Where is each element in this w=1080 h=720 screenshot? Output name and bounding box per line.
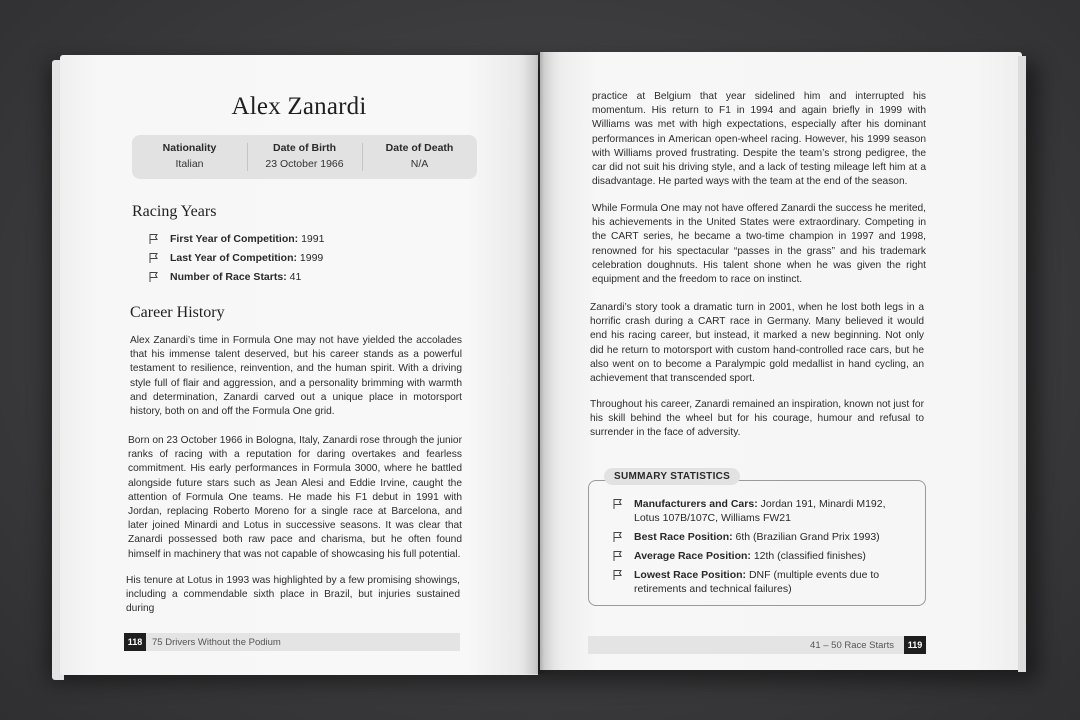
- flag-icon: [612, 531, 624, 543]
- item-label: Best Race Position:: [634, 531, 733, 543]
- page-title: Alex Zanardi: [231, 93, 367, 120]
- summary-list: [612, 497, 912, 596]
- racing-years-heading: Racing Years: [132, 203, 217, 220]
- right-paragraph-4: Throughout his career, Zanardi remained an inspiration, known not just for his skill behind the wheel but for his courage, humour and refusal to surrender in the face of adversity.: [590, 399, 924, 439]
- career-paragraph-1: Alex Zanardi’s time in Formula One may not have yielded the accolades that his immense talent deserved, but his career stands as a powerful testament to resilience, reinvention, and the human spirit. With a driving style full of flair and aggression, and a personality brimming with warmth and determination, Zanardi carved out a unique place in motorsport history, both on and off the Formula One grid.: [130, 335, 462, 418]
- right-paragraph-3: Zanardi’s story took a dramatic turn in 2001, when he lost both legs in a horrific crash during a CART race in Germany. Many believed it would end his racing career, but instead, it marked a new beginning. Not only did he return to motorsport with custom hand-controlled race cars, but he also went on to become a Paralympic gold medallist in hand cycling, an achievement that transcended sport.: [590, 302, 924, 385]
- item-value: 41: [286, 271, 302, 283]
- list-item: [612, 530, 912, 544]
- right-page: [540, 52, 1022, 670]
- section-title: 41 – 50 Race Starts: [810, 639, 894, 651]
- career-history-heading: Career History: [130, 304, 225, 321]
- list-item: [148, 251, 324, 265]
- flag-icon: [612, 569, 624, 581]
- info-label: Date of Death: [385, 142, 454, 154]
- info-value: 23 October 1966: [265, 158, 344, 170]
- flag-icon: [148, 233, 160, 245]
- book-title: 75 Drivers Without the Podium: [152, 636, 281, 648]
- list-item: [612, 568, 912, 596]
- left-footer: [124, 633, 460, 651]
- list-item: [148, 232, 324, 246]
- page-edges-right: [1018, 56, 1026, 672]
- flag-icon: [148, 252, 160, 264]
- info-date-of-birth: [247, 135, 362, 179]
- item-label: Number of Race Starts:: [170, 271, 287, 283]
- item-label: Lowest Race Position:: [634, 569, 747, 581]
- list-item: [612, 497, 912, 525]
- item-value: 6th (Brazilian Grand Prix 1993): [732, 531, 880, 543]
- info-label: Date of Birth: [273, 142, 336, 154]
- info-value: N/A: [410, 158, 429, 170]
- item-label: Last Year of Competition:: [170, 252, 297, 264]
- info-nationality: [132, 135, 247, 179]
- info-date-of-death: [362, 135, 477, 179]
- list-item: [612, 549, 912, 563]
- racing-years-list: [148, 232, 324, 284]
- item-label: Average Race Position:: [634, 550, 751, 562]
- item-label: Manufacturers and Cars:: [634, 498, 758, 510]
- career-paragraph-2: Born on 23 October 1966 in Bologna, Italy, Zanardi rose through the junior ranks of racing with a reputation for daring overtakes and fearless commitment. His early performances in Formula 3000, where he battled alongside future stars such as Jean Alesi and Eddie Irvine, caught the attention of Formula One teams. He made his F1 debut in 1991 with Jordan, replacing Roberto Moreno for a single race at Barcelona, and later joined Minardi and Lotus in successive seasons. It was clear that Zanardi possessed both raw pace and charisma, but he often found himself in machinery that was not capable of showcasing his full potential.: [128, 435, 462, 560]
- page-number: 118: [124, 633, 146, 651]
- right-paragraph-2: While Formula One may not have offered Zanardi the success he merited, his achievements in the United States were extraordinary. Competing in the CART series, he became a two-time champion in 1997 and 1998, renowned for his spectacular “passes in the grass” and his trademark celebration doughnuts. His talent shone when he was given the right equipment and the freedom to race on instinct.: [592, 203, 926, 286]
- item-value: DNF (multiple events due to retirements and technical failures): [634, 569, 880, 595]
- info-label: Nationality: [162, 142, 217, 154]
- flag-icon: [148, 271, 160, 283]
- left-page: [60, 55, 538, 675]
- career-paragraph-3: His tenure at Lotus in 1993 was highlighted by a few promising showings, including a commendable sixth place in Brazil, but injuries sustained during: [126, 575, 460, 615]
- item-value: 1999: [297, 252, 324, 264]
- driver-info-box: [132, 135, 477, 179]
- item-value: 1991: [298, 233, 325, 245]
- item-value: 12th (classified finishes): [750, 550, 866, 562]
- list-item: [148, 270, 324, 284]
- item-label: First Year of Competition:: [170, 233, 299, 245]
- right-footer: [588, 636, 926, 654]
- info-value: Italian: [175, 158, 204, 170]
- summary-heading: SUMMARY STATISTICS: [604, 468, 740, 485]
- page-number: 119: [904, 636, 926, 654]
- item-value: Jordan 191, Minardi M192, Lotus 107B/107C, Williams FW21: [634, 498, 886, 524]
- flag-icon: [612, 550, 624, 562]
- flag-icon: [612, 498, 624, 510]
- right-paragraph-1: practice at Belgium that year sidelined him and interrupted his momentum. His return to F1 in 1994 and again briefly in 1999 with Williams was met with high expectations, especially after his dominant performances in American open-wheel racing. However, his 1999 season with Williams proved frustrating. Despite the team’s strong pedigree, the car did not suit his driving style, and a lack of testing mileage left him at a disadvantage. He parted ways with the team at the end of the season.: [592, 91, 926, 188]
